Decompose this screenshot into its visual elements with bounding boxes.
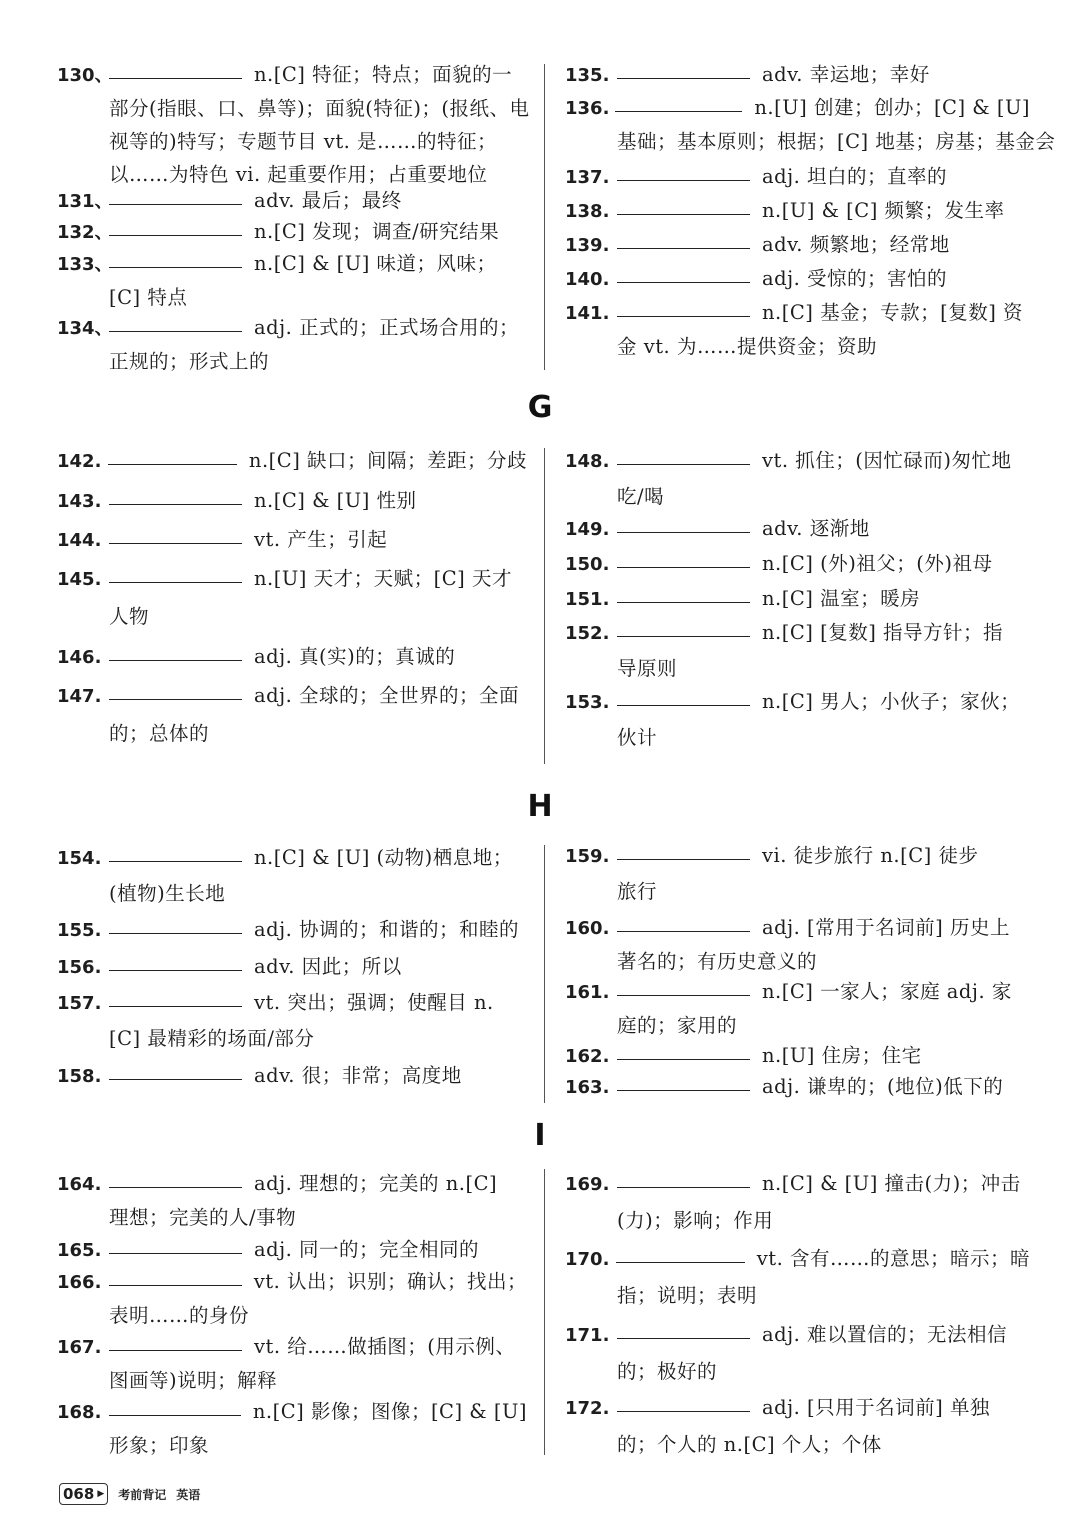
entry-number: 140. — [565, 269, 610, 290]
answer-blank[interactable] — [109, 1414, 241, 1416]
answer-blank[interactable] — [617, 315, 750, 317]
entry-definition: vt. 含有……的意思；暗示；暗 — [756, 1247, 1030, 1270]
answer-blank[interactable] — [617, 77, 750, 79]
entry-152 — [565, 616, 1030, 685]
entry-number: 162. — [565, 1046, 610, 1067]
entry-definition: vt. 抓住；(因忙碌而)匆忙地 — [762, 449, 1012, 472]
answer-blank[interactable] — [616, 1261, 745, 1263]
entry-number: 139. — [565, 235, 610, 256]
entry-definition: n.[C] & [U] 性别 — [254, 489, 417, 512]
answer-blank[interactable] — [617, 994, 750, 996]
entry-number: 142. — [57, 451, 102, 472]
entry-definition: 的；个人的 n.[C] 个人；个体 — [617, 1433, 882, 1456]
entry-number: 146. — [57, 647, 102, 668]
entry-number: 168. — [57, 1402, 102, 1423]
answer-blank[interactable] — [109, 1005, 242, 1007]
entry-number: 154. — [57, 848, 102, 869]
entry-definition: n.[C] & [U] 撞击(力)；冲击 — [762, 1172, 1021, 1195]
answer-blank[interactable] — [109, 1284, 242, 1286]
answer-blank[interactable] — [617, 1337, 750, 1339]
entry-definition: 形象；印象 — [109, 1434, 210, 1457]
entry-definition: adj. 协调的；和谐的；和睦的 — [254, 918, 520, 941]
entry-definition: adj. [常用于名词前] 历史上 — [762, 916, 1010, 939]
entry-definition: 伙计 — [617, 726, 658, 749]
section-letter-g: G — [527, 390, 553, 425]
answer-blank[interactable] — [617, 247, 750, 249]
entry-number: 149. — [565, 519, 610, 540]
entry-number: 150. — [565, 554, 610, 575]
entry-definition: (力)；影响；作用 — [617, 1209, 774, 1232]
entry-definition: n.[C] 发现；调查/研究结果 — [254, 220, 500, 243]
answer-blank[interactable] — [617, 281, 750, 283]
entry-number: 135. — [565, 65, 610, 86]
entry-definition: 指；说明；表明 — [617, 1284, 758, 1307]
entry-168 — [57, 1395, 527, 1462]
entry-definition: vt. 给……做插图；(用示例、 — [254, 1335, 516, 1358]
entry-definition: n.[C] 男人；小伙子；家伙； — [762, 690, 1021, 713]
entry-definition: adv. 幸运地；幸好 — [762, 63, 930, 86]
entry-definition: adj. 受惊的；害怕的 — [762, 267, 948, 290]
answer-blank[interactable] — [617, 1410, 750, 1412]
answer-blank[interactable] — [109, 698, 242, 700]
entry-definition: 基础；基本原则；根据；[C] 地基；房基；基金会 — [617, 130, 1056, 153]
entry-number: 152. — [565, 623, 610, 644]
entry-definition: [C] 特点 — [109, 286, 188, 309]
answer-blank[interactable] — [617, 463, 750, 465]
entry-number: 158. — [57, 1066, 102, 1087]
answer-blank[interactable] — [617, 1058, 750, 1060]
entry-158 — [57, 1059, 527, 1093]
entry-166 — [57, 1265, 527, 1332]
answer-blank[interactable] — [617, 858, 750, 860]
entry-153 — [565, 685, 1030, 754]
entry-definition: vi. 徒步旅行 n.[C] 徒步 — [762, 844, 979, 867]
entry-definition: n.[C] & [U] 味道；风味； — [254, 252, 497, 275]
entry-definition: adv. 频繁地；经常地 — [762, 233, 950, 256]
entry-number: 169. — [565, 1174, 610, 1195]
entry-163 — [565, 1070, 1030, 1104]
entry-number: 148. — [565, 451, 610, 472]
entry-definition: adj. 坦白的；直率的 — [762, 165, 948, 188]
entry-number: 166. — [57, 1272, 102, 1293]
entry-number: 143. — [57, 491, 102, 512]
entry-definition: 人物 — [109, 605, 150, 628]
page-number: 068 — [63, 1485, 95, 1503]
section-letter-h: H — [527, 789, 553, 824]
entry-definition: 理想；完美的人/事物 — [109, 1206, 297, 1229]
play-arrow-icon: ▶ — [97, 1489, 105, 1499]
entry-number: 160. — [565, 918, 610, 939]
entry-132 — [57, 215, 527, 249]
answer-blank[interactable] — [109, 581, 242, 583]
entry-definition: adj. 同一的；完全相同的 — [254, 1238, 480, 1261]
entry-number: 157. — [57, 993, 102, 1014]
answer-blank[interactable] — [109, 203, 242, 205]
entry-definition: 旅行 — [617, 880, 658, 903]
answer-blank[interactable] — [109, 1078, 242, 1080]
entry-definition: n.[C] & [U] (动物)栖息地； — [254, 846, 513, 869]
entry-160 — [565, 911, 1030, 978]
entry-162 — [565, 1039, 1030, 1073]
entry-141 — [565, 296, 1030, 363]
entry-143 — [57, 484, 527, 518]
entry-number: 137. — [565, 167, 610, 188]
entry-definition: n.[U] 住房；住宅 — [762, 1044, 922, 1067]
answer-blank[interactable] — [108, 463, 237, 465]
entry-number: 153. — [565, 692, 610, 713]
entry-136 — [565, 91, 1056, 158]
entry-145 — [57, 562, 527, 633]
entry-number: 151. — [565, 589, 610, 610]
entry-definition: adj. 真(实)的；真诚的 — [254, 645, 456, 668]
answer-blank[interactable] — [109, 860, 242, 862]
page-footer — [59, 1483, 200, 1505]
answer-blank[interactable] — [109, 330, 242, 332]
answer-blank[interactable] — [109, 503, 242, 505]
entry-definition: adv. 因此；所以 — [254, 955, 402, 978]
entry-number: 144. — [57, 530, 102, 551]
entry-definition: 著名的；有历史意义的 — [617, 950, 818, 973]
entry-number: 145. — [57, 569, 102, 590]
entry-144 — [57, 523, 527, 557]
entry-definition: 部分(指眼、口、鼻等)；面貌(特征)；(报纸、电 — [109, 97, 530, 120]
entry-definition: n.[C] 一家人；家庭 adj. 家 — [762, 980, 1012, 1003]
entry-definition: n.[U] 创建；创办；[C] & [U] — [754, 96, 1030, 119]
entry-134 — [57, 311, 527, 378]
entry-definition: adj. [只用于名词前] 单独 — [762, 1396, 990, 1419]
entry-155 — [57, 913, 527, 947]
entry-definition: n.[C] 特征；特点；面貌的一 — [254, 63, 513, 86]
answer-blank[interactable] — [109, 77, 242, 79]
entry-133 — [57, 247, 527, 314]
book-title: 考前背记 — [118, 1487, 167, 1502]
entry-142 — [57, 444, 527, 478]
answer-blank[interactable] — [617, 179, 750, 181]
entry-number: 134、 — [57, 318, 113, 339]
entry-171 — [565, 1318, 1030, 1388]
entry-definition: vt. 产生；引起 — [254, 528, 388, 551]
entry-number: 131、 — [57, 191, 113, 212]
answer-blank[interactable] — [617, 531, 750, 533]
entry-172 — [565, 1391, 1030, 1461]
entry-definition: 视等的)特写；专题节目 vt. 是……的特征； — [109, 130, 498, 153]
answer-blank[interactable] — [109, 1252, 242, 1254]
entry-definition: 吃/喝 — [617, 485, 665, 508]
column-divider — [544, 448, 545, 764]
entry-164 — [57, 1167, 527, 1234]
answer-blank[interactable] — [615, 110, 743, 112]
entry-definition: n.[C] 基金；专款；[复数] 资 — [762, 301, 1024, 324]
section-letter-i: I — [534, 1118, 546, 1153]
entry-number: 171. — [565, 1325, 610, 1346]
entry-definition: adv. 很；非常；高度地 — [254, 1064, 462, 1087]
entry-definition: 图画等)说明；解释 — [109, 1369, 278, 1392]
entry-150 — [565, 547, 1030, 581]
entry-138 — [565, 194, 1030, 228]
entry-number: 159. — [565, 846, 610, 867]
entry-definition: vt. 突出；强调；使醒目 n. — [254, 991, 494, 1014]
entry-number: 130、 — [57, 65, 113, 86]
subject-label: 英语 — [176, 1487, 201, 1502]
entry-definition: 以……为特色 vi. 起重要作用；占重要地位 — [109, 163, 488, 186]
entry-148 — [565, 444, 1030, 513]
entry-154 — [57, 841, 527, 910]
column-divider — [544, 845, 545, 1103]
entry-definition: adv. 逐渐地 — [762, 517, 870, 540]
entry-definition: adv. 最后；最终 — [254, 189, 402, 212]
answer-blank[interactable] — [109, 542, 242, 544]
entry-157 — [57, 986, 527, 1055]
answer-blank[interactable] — [617, 1089, 750, 1091]
entry-definition: n.[U] & [C] 频繁；发生率 — [762, 199, 1005, 222]
entry-137 — [565, 160, 1030, 194]
answer-blank[interactable] — [109, 1349, 242, 1351]
entry-definition: 表明……的身份 — [109, 1304, 250, 1327]
entry-159 — [565, 839, 1030, 908]
entry-number: 161. — [565, 982, 610, 1003]
entry-definition: adj. 理想的；完美的 n.[C] — [254, 1172, 498, 1195]
entry-definition: (植物)生长地 — [109, 882, 226, 905]
entry-definition: 正规的；形式上的 — [109, 350, 270, 373]
answer-blank[interactable] — [109, 969, 242, 971]
entry-146 — [57, 640, 527, 674]
entry-definition: n.[C] (外)祖父；(外)祖母 — [762, 552, 993, 575]
entry-number: 132、 — [57, 222, 113, 243]
entry-definition: n.[C] 温室；暖房 — [762, 587, 921, 610]
entry-130 — [57, 58, 530, 191]
answer-blank[interactable] — [109, 234, 242, 236]
entry-151 — [565, 582, 1030, 616]
entry-161 — [565, 975, 1030, 1042]
entry-definition: 金 vt. 为……提供资金；资助 — [617, 335, 877, 358]
entry-definition: adj. 谦卑的；(地位)低下的 — [762, 1075, 1004, 1098]
answer-blank[interactable] — [617, 704, 750, 706]
entry-definition: 导原则 — [617, 657, 678, 680]
entry-number: 147. — [57, 686, 102, 707]
entry-number: 163. — [565, 1077, 610, 1098]
entry-number: 138. — [565, 201, 610, 222]
answer-blank[interactable] — [109, 659, 242, 661]
answer-blank[interactable] — [109, 266, 242, 268]
answer-blank[interactable] — [617, 566, 750, 568]
answer-blank[interactable] — [617, 635, 750, 637]
entry-definition: 的；极好的 — [617, 1360, 718, 1383]
entry-number: 164. — [57, 1174, 102, 1195]
entry-139 — [565, 228, 1030, 262]
answer-blank[interactable] — [617, 930, 750, 932]
answer-blank[interactable] — [109, 932, 242, 934]
entry-definition: n.[U] 天才；天赋；[C] 天才 — [254, 567, 512, 590]
answer-blank[interactable] — [617, 213, 750, 215]
entry-definition: vt. 认出；识别；确认；找出； — [253, 1270, 527, 1293]
column-divider — [544, 1169, 545, 1455]
entry-definition: adj. 难以置信的；无法相信 — [762, 1323, 1008, 1346]
answer-blank[interactable] — [109, 1186, 242, 1188]
entry-number: 167. — [57, 1337, 102, 1358]
entry-156 — [57, 950, 527, 984]
entry-definition: adj. 全球的；全世界的；全面 — [254, 684, 520, 707]
entry-definition: 庭的；家用的 — [617, 1014, 738, 1037]
entry-149 — [565, 512, 1030, 546]
entry-147 — [57, 679, 527, 750]
entry-169 — [565, 1167, 1030, 1237]
answer-blank[interactable] — [617, 1186, 750, 1188]
entry-number: 133、 — [57, 254, 113, 275]
entry-number: 136. — [565, 98, 610, 119]
entry-number: 172. — [565, 1398, 610, 1419]
entry-165 — [57, 1233, 527, 1267]
entry-number: 165. — [57, 1240, 102, 1261]
entry-number: 170. — [565, 1249, 610, 1270]
entry-definition: n.[C] 缺口；间隔；差距；分歧 — [248, 449, 527, 472]
page-number-badge — [59, 1483, 108, 1505]
entry-131 — [57, 184, 527, 218]
entry-135 — [565, 58, 1030, 92]
entry-170 — [565, 1242, 1030, 1312]
answer-blank[interactable] — [617, 601, 750, 603]
entry-definition: [C] 最精彩的场面/部分 — [109, 1027, 315, 1050]
entry-definition: n.[C] [复数] 指导方针；指 — [762, 621, 1004, 644]
entry-140 — [565, 262, 1030, 296]
column-divider — [544, 64, 545, 370]
entry-number: 156. — [57, 957, 102, 978]
entry-definition: adj. 正式的；正式场合用的； — [254, 316, 520, 339]
entry-number: 141. — [565, 303, 610, 324]
entry-definition: 的；总体的 — [109, 722, 210, 745]
entry-definition: n.[C] 影像；图像；[C] & [U] — [252, 1400, 527, 1423]
entry-number: 155. — [57, 920, 102, 941]
entry-167 — [57, 1330, 527, 1397]
